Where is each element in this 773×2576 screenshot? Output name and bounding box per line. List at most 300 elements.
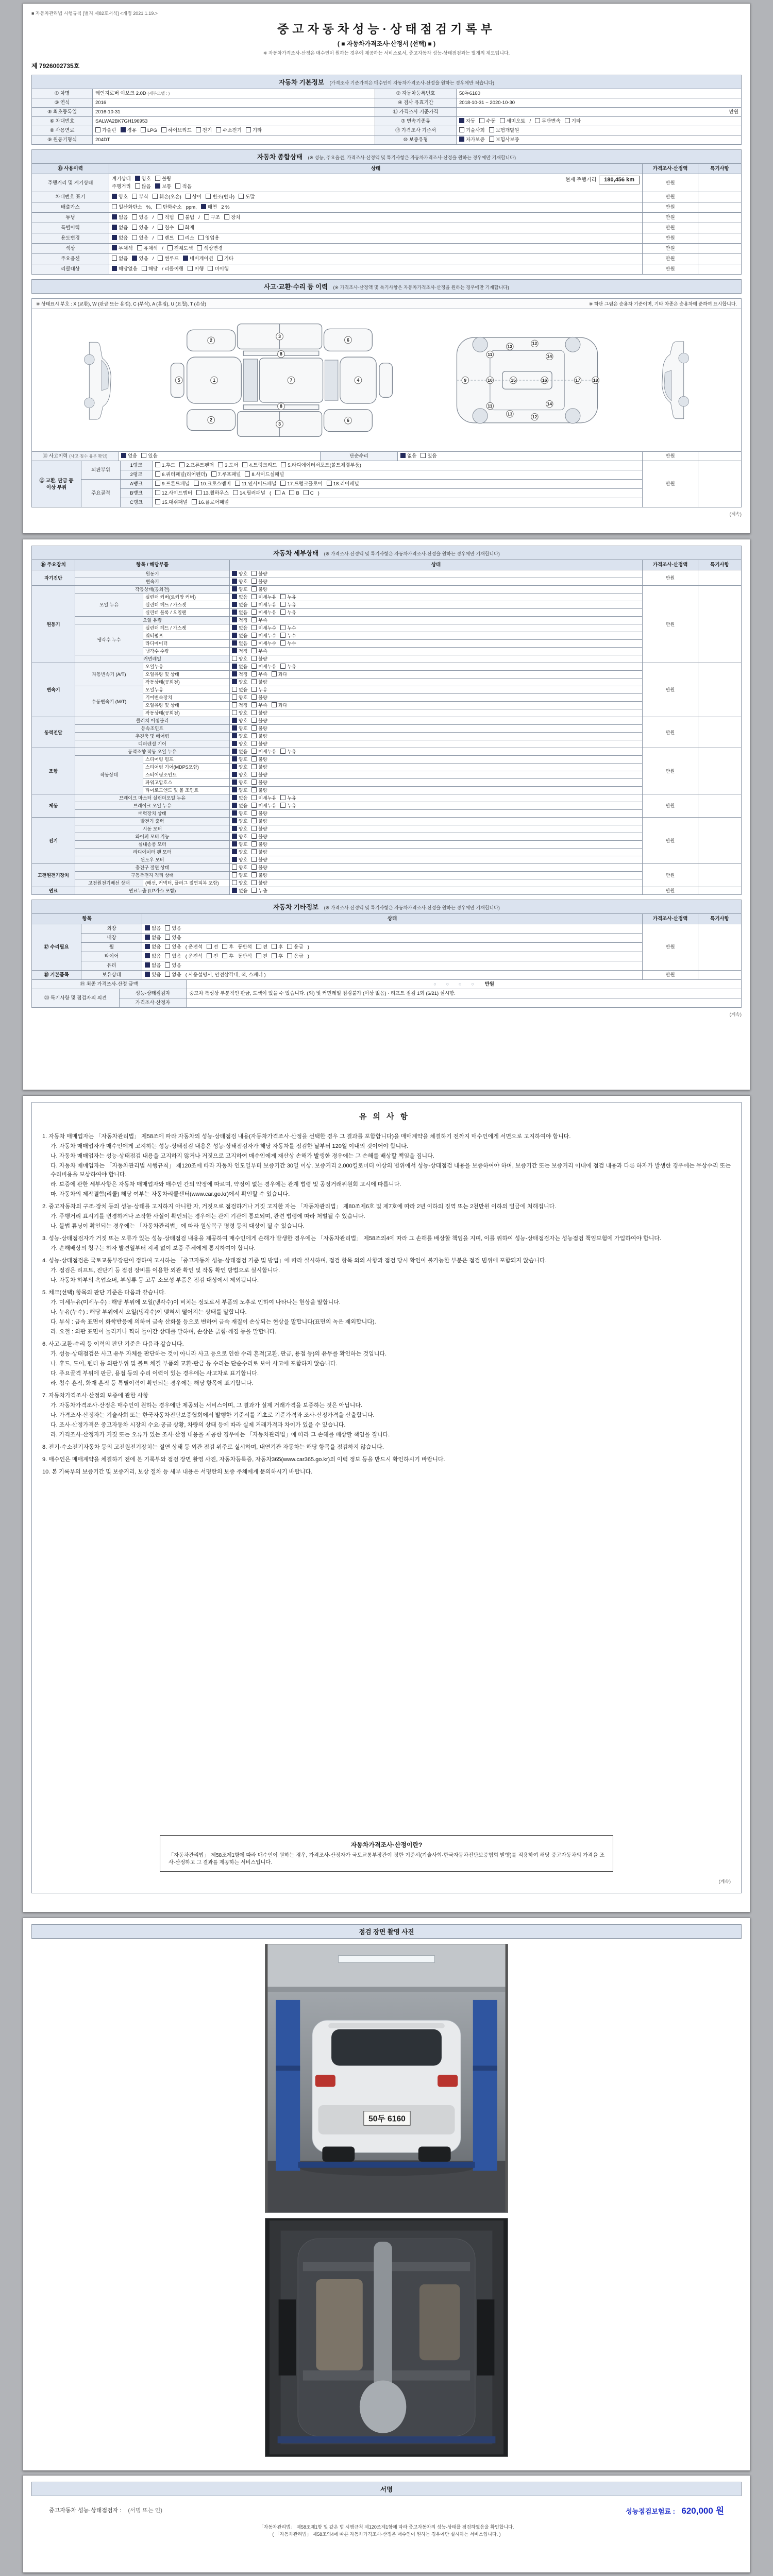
checkbox-양호[interactable]: [232, 772, 247, 778]
checkbox-적정[interactable]: [232, 617, 247, 623]
checkbox-box[interactable]: [232, 741, 237, 746]
checkbox-적법[interactable]: [158, 214, 174, 221]
checkbox-불량[interactable]: [251, 826, 267, 832]
checkbox-box[interactable]: [251, 571, 257, 576]
checkbox-box[interactable]: [251, 741, 257, 746]
checkbox-5.라디에이터서포트(볼트체결부품)[interactable]: [281, 462, 361, 469]
checkbox-box[interactable]: [232, 702, 237, 707]
checkbox-box[interactable]: [251, 810, 257, 816]
checkbox-불량[interactable]: [251, 656, 267, 662]
checkbox-양호[interactable]: [232, 741, 247, 747]
checkbox-box[interactable]: [489, 127, 494, 132]
checkbox-box[interactable]: [232, 664, 237, 669]
checkbox-16.플로어패널[interactable]: [192, 499, 229, 506]
checkbox-미세누유[interactable]: [251, 664, 276, 670]
checkbox-없음[interactable]: [145, 925, 161, 932]
checkbox-있음[interactable]: [132, 235, 148, 242]
checkbox-양호[interactable]: [232, 679, 247, 685]
checkbox-box[interactable]: [251, 725, 257, 731]
checkbox-양호[interactable]: [232, 571, 247, 577]
checkbox-box[interactable]: [165, 935, 170, 940]
checkbox-box[interactable]: [179, 462, 184, 467]
checkbox-box[interactable]: [251, 702, 257, 707]
checkbox-box[interactable]: [145, 972, 150, 977]
checkbox-box[interactable]: [232, 872, 237, 877]
checkbox-box[interactable]: [251, 818, 257, 823]
checkbox-box[interactable]: [132, 194, 137, 199]
checkbox-box[interactable]: [232, 787, 237, 792]
checkbox-전[interactable]: [207, 953, 218, 960]
checkbox-box[interactable]: [132, 225, 137, 230]
checkbox-화재[interactable]: [178, 225, 194, 231]
checkbox-12.사이드멤버[interactable]: [155, 490, 192, 497]
checkbox-box[interactable]: [167, 245, 173, 250]
checkbox-양호[interactable]: [232, 834, 247, 840]
checkbox-있음[interactable]: [145, 972, 161, 978]
checkbox-box[interactable]: [95, 127, 100, 132]
checkbox-미세누유[interactable]: [251, 609, 276, 616]
checkbox-box[interactable]: [155, 499, 160, 504]
checkbox-4.트렁크리드[interactable]: [242, 462, 277, 469]
checkbox-미세누유[interactable]: [251, 594, 276, 600]
checkbox-box[interactable]: [251, 671, 257, 676]
checkbox-없음[interactable]: [112, 225, 128, 231]
checkbox-box[interactable]: [224, 214, 229, 219]
checkbox-box[interactable]: [251, 679, 257, 684]
checkbox-1.후드[interactable]: [155, 462, 175, 469]
checkbox-보통[interactable]: [155, 183, 171, 190]
checkbox-box[interactable]: [272, 702, 277, 707]
checkbox-양호[interactable]: [232, 818, 247, 824]
checkbox-box[interactable]: [256, 944, 261, 949]
checkbox-box[interactable]: [232, 594, 237, 599]
checkbox-없음[interactable]: [165, 972, 181, 978]
checkbox-없음[interactable]: [145, 935, 161, 941]
checkbox-양호[interactable]: [232, 779, 247, 786]
checkbox-불법[interactable]: [178, 214, 194, 221]
checkbox-자동[interactable]: [459, 118, 475, 125]
checkbox-누유[interactable]: [280, 602, 296, 608]
checkbox-box[interactable]: [155, 462, 160, 467]
checkbox-box[interactable]: [232, 586, 237, 591]
checkbox-box[interactable]: [251, 609, 257, 615]
checkbox-box[interactable]: [112, 235, 117, 240]
checkbox-양호[interactable]: [232, 579, 247, 585]
checkbox-없음[interactable]: [145, 944, 161, 951]
checkbox-box[interactable]: [165, 925, 170, 930]
checkbox-box[interactable]: [272, 953, 277, 958]
checkbox-box[interactable]: [178, 214, 183, 219]
checkbox-box[interactable]: [280, 664, 285, 669]
checkbox-box[interactable]: [251, 617, 257, 622]
checkbox-양호[interactable]: [232, 857, 247, 863]
checkbox-C[interactable]: [304, 490, 314, 497]
checkbox-양호[interactable]: [135, 176, 151, 182]
checkbox-무단변속[interactable]: [535, 118, 561, 125]
checkbox-해당[interactable]: [142, 266, 158, 273]
checkbox-box[interactable]: [216, 127, 221, 132]
checkbox-box[interactable]: [232, 625, 237, 630]
checkbox-세미오토[interactable]: [500, 118, 526, 125]
checkbox-box[interactable]: [222, 944, 227, 949]
checkbox-box[interactable]: [400, 453, 406, 458]
checkbox-있음[interactable]: [421, 453, 436, 460]
checkbox-box[interactable]: [232, 826, 237, 831]
checkbox-누수[interactable]: [280, 625, 296, 631]
checkbox-box[interactable]: [251, 625, 257, 630]
checkbox-렌트[interactable]: [158, 235, 174, 242]
checkbox-box[interactable]: [251, 841, 257, 846]
checkbox-적음[interactable]: [175, 183, 191, 190]
checkbox-훼손(오손)[interactable]: [153, 194, 181, 200]
checkbox-불량[interactable]: [251, 849, 267, 855]
checkbox-누유[interactable]: [280, 594, 296, 600]
checkbox-box[interactable]: [112, 204, 117, 209]
checkbox-양호[interactable]: [232, 710, 247, 716]
checkbox-도말[interactable]: [239, 194, 255, 200]
checkbox-box[interactable]: [251, 710, 257, 715]
checkbox-2.프론트펜더[interactable]: [179, 462, 214, 469]
checkbox-부족[interactable]: [251, 648, 267, 654]
checkbox-누유[interactable]: [280, 609, 296, 616]
checkbox-box[interactable]: [232, 772, 237, 777]
checkbox-후[interactable]: [222, 953, 233, 960]
checkbox-box[interactable]: [275, 490, 280, 495]
checkbox-없음[interactable]: [232, 602, 247, 608]
checkbox-box[interactable]: [112, 256, 117, 261]
checkbox-box[interactable]: [178, 235, 183, 240]
checkbox-box[interactable]: [232, 609, 237, 615]
checkbox-box[interactable]: [251, 586, 257, 591]
checkbox-box[interactable]: [112, 266, 117, 271]
checkbox-불량[interactable]: [251, 733, 267, 739]
checkbox-box[interactable]: [251, 880, 257, 885]
checkbox-box[interactable]: [251, 872, 257, 877]
checkbox-미세누유[interactable]: [251, 749, 276, 755]
checkbox-box[interactable]: [459, 127, 464, 132]
checkbox-색상변경[interactable]: [197, 245, 223, 252]
checkbox-box[interactable]: [165, 962, 170, 968]
checkbox-없음[interactable]: [232, 625, 247, 631]
checkbox-있음[interactable]: [165, 953, 181, 960]
checkbox-11.인사이드패널[interactable]: [235, 481, 277, 487]
checkbox-box[interactable]: [112, 214, 117, 219]
checkbox-box[interactable]: [142, 266, 147, 271]
checkbox-box[interactable]: [232, 694, 237, 700]
checkbox-box[interactable]: [280, 594, 285, 599]
checkbox-있음[interactable]: [165, 962, 181, 969]
checkbox-양호[interactable]: [232, 880, 247, 886]
checkbox-box[interactable]: [158, 225, 163, 230]
checkbox-양호[interactable]: [112, 194, 128, 200]
checkbox-10.크로스멤버[interactable]: [194, 481, 231, 487]
checkbox-box[interactable]: [251, 656, 257, 661]
checkbox-불량[interactable]: [251, 787, 267, 793]
checkbox-box[interactable]: [232, 764, 237, 769]
checkbox-box[interactable]: [112, 245, 117, 250]
checkbox-box[interactable]: [232, 795, 237, 800]
checkbox-양호[interactable]: [232, 865, 247, 871]
checkbox-box[interactable]: [251, 756, 257, 761]
checkbox-box[interactable]: [287, 953, 292, 958]
checkbox-box[interactable]: [251, 718, 257, 723]
checkbox-box[interactable]: [232, 749, 237, 754]
checkbox-B[interactable]: [289, 490, 299, 497]
checkbox-많음[interactable]: [135, 183, 151, 190]
checkbox-미이행[interactable]: [208, 266, 229, 273]
checkbox-없음[interactable]: [232, 687, 247, 693]
checkbox-box[interactable]: [251, 772, 257, 777]
checkbox-box[interactable]: [281, 462, 286, 467]
checkbox-box[interactable]: [280, 640, 285, 646]
checkbox-box[interactable]: [251, 648, 257, 653]
checkbox-무채색[interactable]: [112, 245, 133, 252]
checkbox-7.루프패널[interactable]: [211, 471, 241, 478]
checkbox-없음[interactable]: [232, 633, 247, 639]
checkbox-불량[interactable]: [251, 679, 267, 685]
checkbox-불량[interactable]: [251, 764, 267, 770]
checkbox-양호[interactable]: [232, 841, 247, 848]
checkbox-box[interactable]: [208, 266, 213, 271]
checkbox-있음[interactable]: [132, 214, 148, 221]
checkbox-box[interactable]: [192, 499, 197, 504]
checkbox-과다[interactable]: [272, 671, 287, 677]
checkbox-box[interactable]: [232, 571, 237, 576]
checkbox-부족[interactable]: [251, 617, 267, 623]
checkbox-구조[interactable]: [204, 214, 220, 221]
checkbox-box[interactable]: [287, 944, 292, 949]
checkbox-적정[interactable]: [232, 702, 247, 708]
checkbox-box[interactable]: [155, 183, 160, 189]
checkbox-불량[interactable]: [251, 579, 267, 585]
checkbox-box[interactable]: [251, 594, 257, 599]
checkbox-box[interactable]: [251, 749, 257, 754]
checkbox-box[interactable]: [232, 648, 237, 653]
checkbox-양호[interactable]: [232, 718, 247, 724]
checkbox-없음[interactable]: [112, 214, 128, 221]
checkbox-없음[interactable]: [400, 453, 416, 460]
checkbox-기타[interactable]: [217, 256, 233, 262]
checkbox-box[interactable]: [232, 818, 237, 823]
checkbox-box[interactable]: [145, 953, 150, 958]
checkbox-불량[interactable]: [251, 756, 267, 762]
checkbox-누유[interactable]: [280, 664, 296, 670]
checkbox-전기[interactable]: [196, 127, 212, 134]
checkbox-box[interactable]: [232, 865, 237, 870]
checkbox-box[interactable]: [183, 256, 188, 261]
checkbox-box[interactable]: [280, 609, 285, 615]
checkbox-후[interactable]: [222, 944, 233, 951]
checkbox-box[interactable]: [165, 953, 170, 958]
checkbox-box[interactable]: [251, 834, 257, 839]
checkbox-미세누수[interactable]: [251, 640, 276, 647]
checkbox-불량[interactable]: [251, 818, 267, 824]
checkbox-양호[interactable]: [232, 764, 247, 770]
checkbox-불량[interactable]: [251, 810, 267, 817]
checkbox-box[interactable]: [121, 453, 126, 458]
checkbox-네비게이션[interactable]: [183, 256, 213, 262]
checkbox-box[interactable]: [251, 888, 257, 893]
checkbox-없음[interactable]: [121, 453, 137, 460]
checkbox-box[interactable]: [217, 256, 223, 261]
checkbox-box[interactable]: [232, 617, 237, 622]
checkbox-이행[interactable]: [188, 266, 204, 273]
checkbox-box[interactable]: [251, 694, 257, 700]
checkbox-box[interactable]: [535, 118, 540, 123]
checkbox-box[interactable]: [196, 127, 201, 132]
checkbox-유채색[interactable]: [137, 245, 158, 252]
checkbox-box[interactable]: [280, 633, 285, 638]
checkbox-경유[interactable]: [121, 127, 137, 134]
checkbox-box[interactable]: [489, 137, 494, 142]
checkbox-box[interactable]: [251, 733, 257, 738]
checkbox-양호[interactable]: [232, 810, 247, 817]
checkbox-미세누수[interactable]: [251, 625, 276, 631]
checkbox-box[interactable]: [206, 194, 211, 199]
checkbox-보험사보증[interactable]: [489, 137, 519, 143]
checkbox-box[interactable]: [145, 944, 150, 949]
checkbox-하이브리드[interactable]: [161, 127, 192, 134]
checkbox-box[interactable]: [479, 118, 484, 123]
checkbox-box[interactable]: [155, 481, 160, 486]
checkbox-box[interactable]: [158, 256, 163, 261]
checkbox-양호[interactable]: [232, 849, 247, 855]
checkbox-box[interactable]: [145, 935, 150, 940]
checkbox-box[interactable]: [280, 803, 285, 808]
checkbox-8.사이드실패널[interactable]: [245, 471, 284, 478]
checkbox-box[interactable]: [272, 944, 277, 949]
checkbox-없음[interactable]: [232, 640, 247, 647]
checkbox-부족[interactable]: [251, 702, 267, 708]
checkbox-box[interactable]: [112, 225, 117, 230]
checkbox-box[interactable]: [232, 733, 237, 738]
checkbox-없음[interactable]: [145, 962, 161, 969]
checkbox-box[interactable]: [459, 137, 464, 142]
checkbox-box[interactable]: [188, 266, 193, 271]
checkbox-box[interactable]: [280, 481, 285, 486]
checkbox-box[interactable]: [251, 849, 257, 854]
checkbox-box[interactable]: [135, 176, 140, 181]
checkbox-box[interactable]: [280, 795, 285, 800]
checkbox-box[interactable]: [251, 640, 257, 646]
checkbox-box[interactable]: [132, 235, 137, 240]
checkbox-box[interactable]: [141, 127, 146, 132]
checkbox-불량[interactable]: [251, 694, 267, 701]
checkbox-양호[interactable]: [232, 826, 247, 832]
checkbox-box[interactable]: [232, 725, 237, 731]
checkbox-box[interactable]: [132, 214, 137, 219]
checkbox-양호[interactable]: [232, 725, 247, 732]
checkbox-box[interactable]: [327, 481, 332, 486]
checkbox-6.쿼터패널(리어펜더)[interactable]: [155, 471, 207, 478]
checkbox-box[interactable]: [153, 194, 158, 199]
checkbox-부족[interactable]: [251, 671, 267, 677]
checkbox-없음[interactable]: [232, 594, 247, 600]
checkbox-box[interactable]: [246, 127, 251, 132]
checkbox-수동[interactable]: [479, 118, 495, 125]
checkbox-box[interactable]: [232, 687, 237, 692]
checkbox-box[interactable]: [201, 204, 206, 209]
checkbox-box[interactable]: [175, 183, 180, 189]
checkbox-수소전기[interactable]: [216, 127, 242, 134]
checkbox-box[interactable]: [232, 857, 237, 862]
checkbox-없음[interactable]: [232, 795, 247, 801]
checkbox-box[interactable]: [232, 602, 237, 607]
checkbox-box[interactable]: [232, 803, 237, 808]
checkbox-box[interactable]: [207, 953, 212, 958]
checkbox-box[interactable]: [194, 481, 199, 486]
checkbox-매연[interactable]: [201, 204, 217, 211]
checkbox-기타[interactable]: [246, 127, 262, 134]
checkbox-불량[interactable]: [251, 710, 267, 716]
checkbox-3.도어[interactable]: [218, 462, 238, 469]
checkbox-있음[interactable]: [165, 935, 181, 941]
checkbox-box[interactable]: [186, 194, 191, 199]
checkbox-전[interactable]: [256, 944, 267, 951]
checkbox-누유[interactable]: [280, 795, 296, 801]
checkbox-box[interactable]: [280, 625, 285, 630]
checkbox-box[interactable]: [242, 462, 247, 467]
checkbox-미세누유[interactable]: [251, 795, 276, 801]
checkbox-box[interactable]: [197, 245, 202, 250]
checkbox-17.트렁크플로어[interactable]: [280, 481, 322, 487]
checkbox-적정[interactable]: [232, 648, 247, 654]
checkbox-box[interactable]: [233, 490, 238, 495]
checkbox-box[interactable]: [158, 214, 163, 219]
checkbox-box[interactable]: [289, 490, 294, 495]
checkbox-box[interactable]: [232, 640, 237, 646]
checkbox-box[interactable]: [565, 118, 570, 123]
checkbox-box[interactable]: [232, 579, 237, 584]
checkbox-box[interactable]: [161, 127, 166, 132]
checkbox-box[interactable]: [304, 490, 309, 495]
checkbox-box[interactable]: [121, 127, 126, 132]
checkbox-box[interactable]: [155, 471, 160, 477]
checkbox-있음[interactable]: [165, 925, 181, 932]
checkbox-불량[interactable]: [251, 725, 267, 732]
checkbox-미세누유[interactable]: [251, 803, 276, 809]
checkbox-미세누수[interactable]: [251, 633, 276, 639]
checkbox-box[interactable]: [145, 925, 150, 930]
checkbox-응급[interactable]: [287, 944, 303, 951]
checkbox-없음[interactable]: [232, 609, 247, 616]
checkbox-box[interactable]: [459, 118, 464, 123]
checkbox-전[interactable]: [256, 953, 267, 960]
checkbox-LPG[interactable]: [141, 127, 157, 134]
checkbox-box[interactable]: [211, 471, 216, 477]
checkbox-box[interactable]: [251, 602, 257, 607]
checkbox-box[interactable]: [272, 671, 277, 676]
checkbox-없음[interactable]: [232, 664, 247, 670]
checkbox-누출[interactable]: [251, 888, 267, 894]
checkbox-침수[interactable]: [158, 225, 174, 231]
checkbox-없음[interactable]: [145, 953, 161, 960]
checkbox-box[interactable]: [232, 679, 237, 684]
checkbox-과다[interactable]: [272, 702, 287, 708]
checkbox-box[interactable]: [141, 453, 146, 458]
checkbox-변조(변타)[interactable]: [206, 194, 234, 200]
checkbox-box[interactable]: [218, 462, 223, 467]
checkbox-양호[interactable]: [232, 656, 247, 662]
checkbox-썬루프[interactable]: [158, 256, 179, 262]
checkbox-box[interactable]: [251, 633, 257, 638]
checkbox-누유[interactable]: [280, 749, 296, 755]
checkbox-box[interactable]: [178, 225, 183, 230]
checkbox-후[interactable]: [272, 944, 283, 951]
checkbox-box[interactable]: [251, 857, 257, 862]
checkbox-box[interactable]: [239, 194, 244, 199]
checkbox-box[interactable]: [251, 779, 257, 785]
